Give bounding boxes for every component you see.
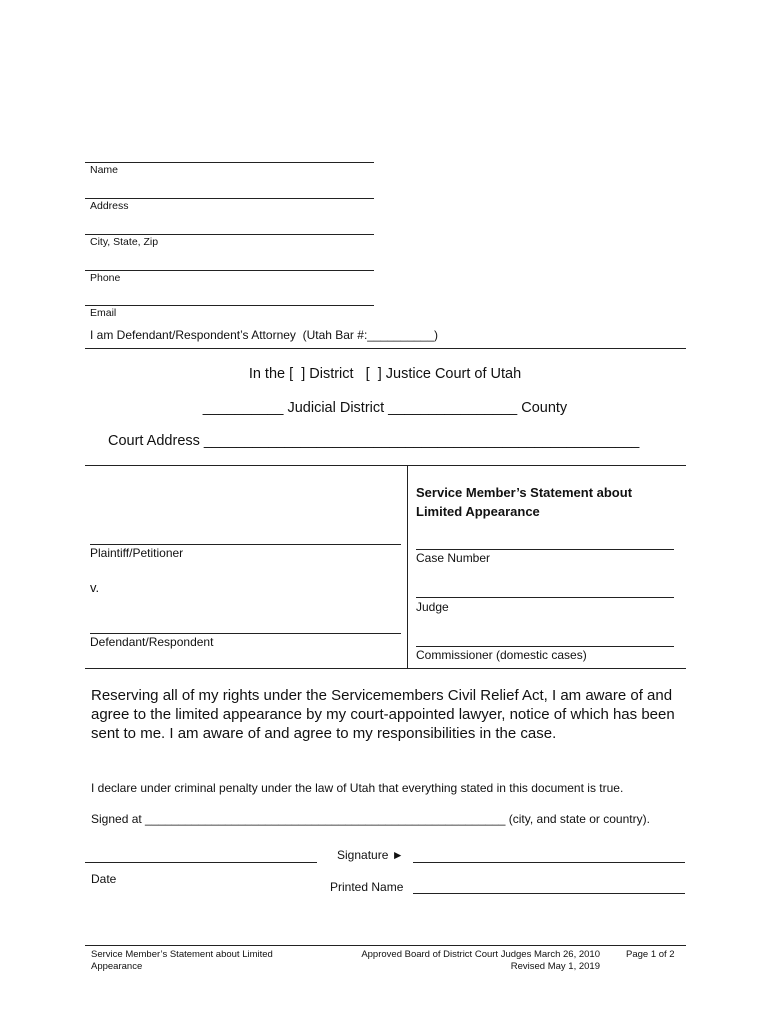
attorney-statement: I am Defendant/Respondent’s Attorney (Utah Bar #:__________) bbox=[90, 328, 439, 342]
footer-approval-line1: Approved Board of District Court Judges March 26, 2010 bbox=[361, 949, 600, 960]
footer-form-title bbox=[91, 949, 273, 973]
date-label: Date bbox=[91, 872, 117, 886]
phone-line[interactable] bbox=[85, 270, 374, 271]
case-number-line[interactable] bbox=[416, 549, 674, 550]
printed-name-line[interactable] bbox=[413, 893, 685, 894]
versus-label: v. bbox=[90, 580, 100, 595]
header-divider bbox=[85, 348, 686, 349]
caption-top-rule bbox=[85, 465, 686, 466]
case-number-label: Case Number bbox=[416, 551, 491, 565]
statement-paragraph: Reserving all of my rights under the Servicemembers Civil Relief Act, I am aware of and agree to the limited appearance by my court-appointed lawyer, notice of which has been sent to me. I am aware of and agree to my responsibilities in the case. bbox=[91, 687, 675, 742]
signed-at-line[interactable]: Signed at ______________________________________________________ (city, and state or country). bbox=[91, 812, 650, 826]
name-line[interactable] bbox=[85, 162, 374, 163]
caption-divider bbox=[407, 465, 408, 668]
defendant-line[interactable] bbox=[90, 633, 401, 634]
email-line[interactable] bbox=[85, 305, 374, 306]
footer-form-title-line1: Service Member’s Statement about Limited bbox=[91, 949, 273, 960]
defendant-label: Defendant/Respondent bbox=[90, 635, 214, 649]
name-label: Name bbox=[90, 164, 119, 176]
city-state-zip-label: City, State, Zip bbox=[90, 236, 159, 248]
judge-line[interactable] bbox=[416, 597, 674, 598]
printed-name-label: Printed Name bbox=[330, 880, 404, 894]
footer-form-title-line2: Appearance bbox=[91, 961, 143, 972]
caption-bottom-rule bbox=[85, 668, 686, 669]
commissioner-label: Commissioner (domestic cases) bbox=[416, 648, 587, 662]
email-label: Email bbox=[90, 307, 117, 319]
address-line[interactable] bbox=[85, 198, 374, 199]
district-county-line: __________ Judicial District ________________ County bbox=[202, 400, 568, 416]
signature-label: Signature ► bbox=[337, 848, 404, 862]
plaintiff-line[interactable] bbox=[90, 544, 401, 545]
court-line: In the [ ] District [ ] Justice Court of Utah bbox=[248, 366, 522, 382]
commissioner-line[interactable] bbox=[416, 646, 674, 647]
plaintiff-label: Plaintiff/Petitioner bbox=[90, 546, 184, 560]
footer-approval bbox=[330, 949, 600, 973]
court-address-line: Court Address ______________________________________________________ bbox=[108, 433, 640, 449]
date-line[interactable] bbox=[85, 862, 317, 863]
address-label: Address bbox=[90, 200, 129, 212]
city-state-zip-line[interactable] bbox=[85, 234, 374, 235]
document-title-line1: Service Member’s Statement about bbox=[416, 485, 633, 500]
footer-rule bbox=[85, 945, 686, 946]
judge-label: Judge bbox=[416, 600, 449, 614]
document-title bbox=[416, 483, 632, 521]
phone-label: Phone bbox=[90, 272, 121, 284]
document-title-line2: Limited Appearance bbox=[416, 504, 540, 519]
signature-line[interactable] bbox=[413, 862, 685, 863]
page-number: Page 1 of 2 bbox=[626, 949, 675, 960]
footer-approval-line2: Revised May 1, 2019 bbox=[510, 961, 600, 972]
declaration-text: I declare under criminal penalty under the law of Utah that everything stated in this document is true. bbox=[91, 781, 624, 795]
